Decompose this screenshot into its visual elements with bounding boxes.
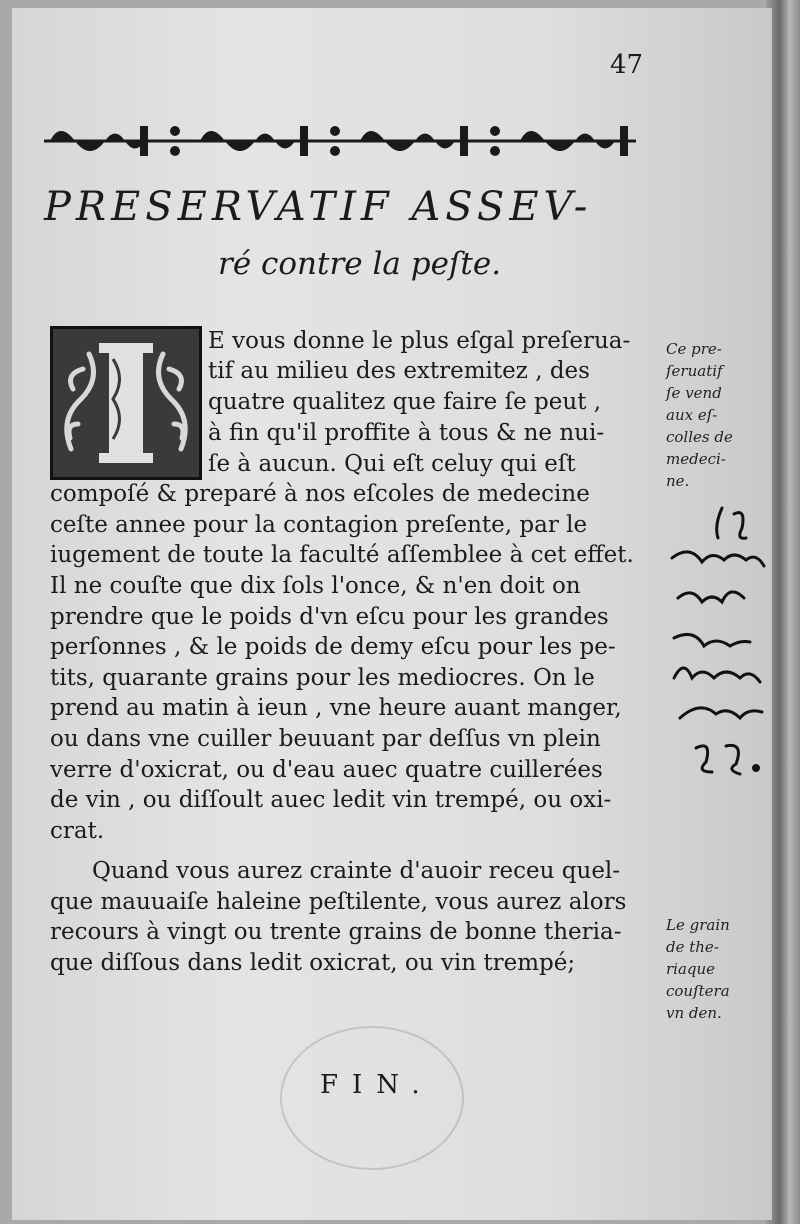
page-number: 47 bbox=[610, 50, 644, 80]
text-line: crat. bbox=[50, 818, 105, 844]
margin-note-line: ſeruatif bbox=[666, 362, 723, 380]
text-line: à fin qu'il proffite à tous & ne nui- bbox=[208, 420, 605, 446]
margin-note-line: riaque bbox=[666, 960, 716, 978]
text-line: prend au matin à ieun , vne heure auant manger, bbox=[50, 695, 622, 721]
margin-note-line: Le grain bbox=[666, 916, 730, 934]
text-line: ſe à aucun. Qui eſt celuy qui eſt bbox=[208, 451, 576, 477]
margin-note-line: ne. bbox=[666, 472, 690, 490]
text-line: de vin , ou diſſoult auec ledit vin trempé, ou oxi- bbox=[50, 787, 612, 813]
margin-note-line: aux eſ- bbox=[666, 406, 718, 424]
margin-note bbox=[666, 914, 730, 1024]
ornament-band bbox=[40, 116, 640, 166]
text-line: tits, quarante grains pour les mediocres. On le bbox=[50, 665, 595, 691]
margin-note-line: vn den. bbox=[666, 1004, 722, 1022]
decorated-initial-i bbox=[50, 326, 202, 480]
margin-note-line: couſtera bbox=[666, 982, 730, 1000]
margin-note bbox=[666, 338, 733, 492]
margin-note-line: de the- bbox=[666, 938, 719, 956]
text-line: compoſé & preparé à nos eſcoles de medecine bbox=[50, 481, 590, 507]
text-line: E vous donne le plus eſgal preſerua- bbox=[208, 328, 631, 354]
handwritten-annotation bbox=[664, 498, 772, 788]
text-line: tif au milieu des extremitez , des bbox=[208, 358, 590, 384]
text-line: iugement de toute la faculté aſſemblee à cet effet. bbox=[50, 542, 634, 568]
margin-note-line: ſe vend bbox=[666, 384, 722, 402]
page-title: PRESERVATIF ASSEV- bbox=[44, 184, 593, 230]
text-line: perſonnes , & le poids de demy eſcu pour les pe- bbox=[50, 634, 616, 660]
margin-note-line: colles de bbox=[666, 428, 733, 446]
text-line: recours à vingt ou trente grains de bonne theria- bbox=[50, 919, 622, 945]
text-line: que mauuaiſe haleine peſtilente, vous aurez alors bbox=[50, 889, 627, 915]
text-line: que diſſous dans ledit oxicrat, ou vin trempé; bbox=[50, 950, 576, 976]
margin-note-line: Ce pre- bbox=[666, 340, 722, 358]
page-subtitle: ré contre la peſte. bbox=[218, 246, 502, 282]
text-line: verre d'oxicrat, ou d'eau auec quatre cuillerées bbox=[50, 757, 603, 783]
text-line: ceſte annee pour la contagion preſente, par le bbox=[50, 512, 588, 538]
text-line: prendre que le poids d'vn eſcu pour les grandes bbox=[50, 604, 609, 630]
book-page bbox=[12, 8, 772, 1220]
text-line: Quand vous aurez crainte d'auoir receu quel- bbox=[92, 858, 621, 884]
text-line: ou dans vne cuiller beuuant par deſſus vn plein bbox=[50, 726, 601, 752]
text-line: quatre qualitez que faire ſe peut , bbox=[208, 389, 602, 415]
margin-note-line: medeci- bbox=[666, 450, 726, 468]
text-line: Il ne couſte que dix ſols l'once, & n'en doit on bbox=[50, 573, 581, 599]
end-marker: FIN. bbox=[320, 1070, 434, 1100]
